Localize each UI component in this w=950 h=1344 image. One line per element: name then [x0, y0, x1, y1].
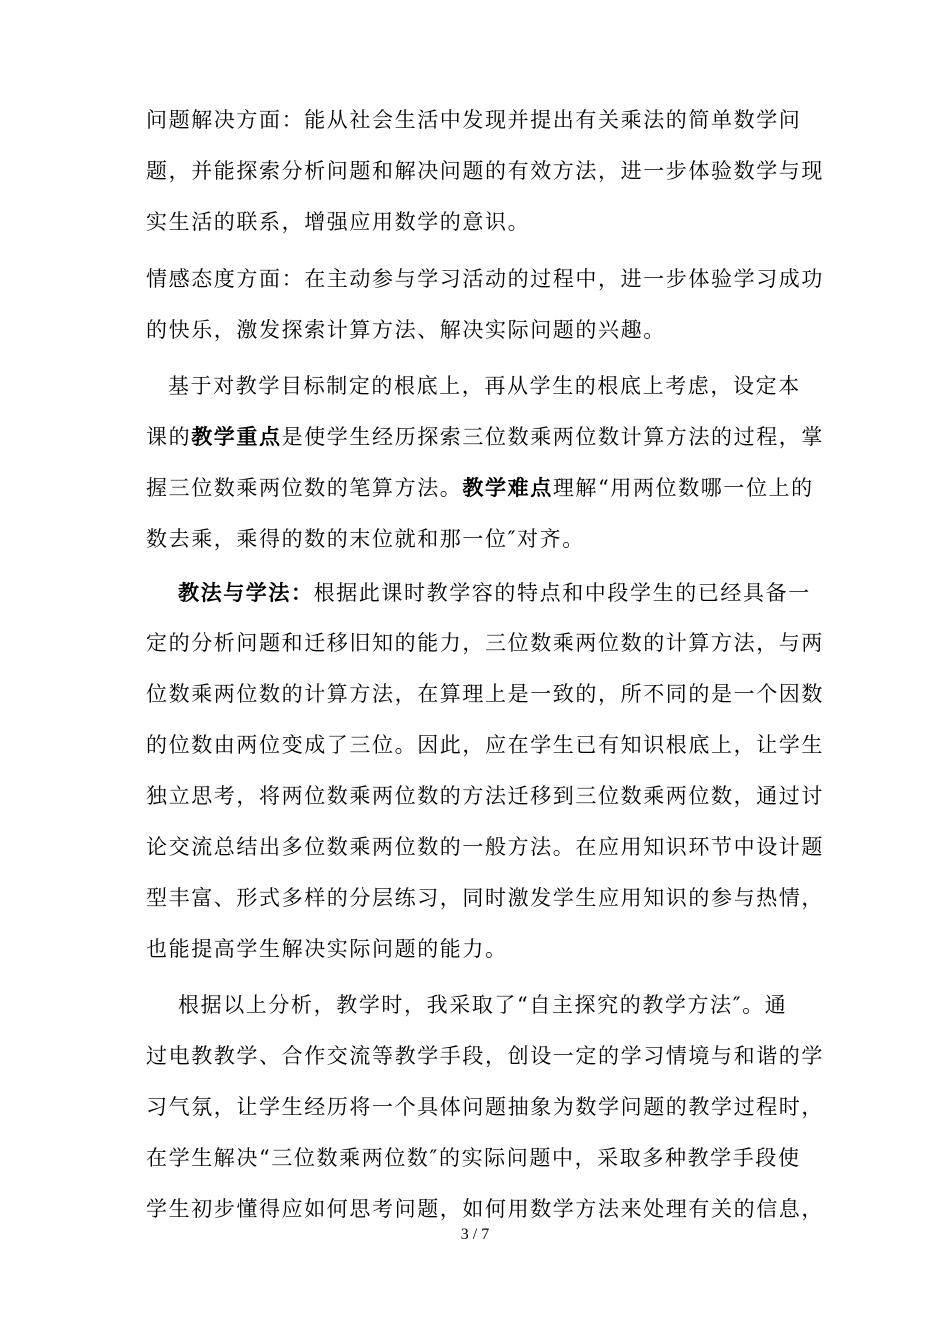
paragraph-method-line-5: 独立思考，将两位数乘两位数的方法迁移到三位数乘两位数，通过讨	[146, 784, 824, 808]
text-run: 握三位数乘两位数的笔算方法。	[146, 476, 463, 500]
text-run: 是使学生经历探索三位数乘两位数计算方法的过程，掌	[281, 425, 825, 449]
paragraph-problem-solving-line-2: 题，并能探索分析问题和解决问题的有效方法，进一步体验数学与现	[146, 159, 824, 183]
paragraph-analysis-line-4: 在学生解决“三位数乘两位数″的实际问题中，采取多种教学手段使	[146, 1146, 801, 1170]
paragraph-analysis-line-1: 根据以上分析，教学时，我采取了“自主探究的教学方法″。通	[178, 993, 788, 1017]
paragraph-method-line-2: 定的分析问题和迁移旧知的能力，三位数乘两位数的计算方法，与两	[146, 631, 824, 655]
paragraph-method-line-3: 位数乘两位数的计算方法，在算理上是一致的，所不同的是一个因数	[146, 682, 824, 706]
paragraph-method-line-7: 型丰富、形式多样的分层练习，同时激发学生应用知识的参与热情，	[146, 886, 824, 910]
paragraph-method-line-4: 的位数由两位变成了三位。因此，应在学生已有知识根底上，让学生	[146, 733, 824, 757]
paragraph-analysis-line-3: 习气氛，让学生经历将一个具体问题抽象为数学问题的教学过程时，	[146, 1095, 824, 1119]
text-run: 课的	[146, 425, 192, 449]
paragraph-problem-solving-line-1: 问题解决方面：能从社会生活中发现并提出有关乘法的简单数学问	[146, 108, 802, 132]
bold-term-teaching-focus: 教学重点	[191, 425, 282, 449]
paragraph-focus-line-4: 数去乘，乘得的数的末位就和那一位″对齐。	[146, 527, 585, 551]
paragraph-focus-line-3	[146, 473, 814, 503]
paragraph-method-line-1	[178, 578, 811, 608]
paragraph-analysis-line-2: 过电教教学、合作交流等教学手段，创设一定的学习情境与和谐的学	[146, 1044, 824, 1068]
text-run: 根据此课时教学容的特点和中段学生的已经具备一	[313, 581, 811, 605]
paragraph-analysis-line-5: 学生初步懂得应如何思考问题，如何用数学方法来处理有关的信息，	[146, 1197, 824, 1221]
text-run: 理解“用两位数哪一位上的	[552, 476, 814, 500]
paragraph-focus-line-1: 基于对教学目标制定的根底上，再从学生的根底上考虑，设定本	[168, 374, 801, 398]
page-number: 3 / 7	[460, 1226, 490, 1243]
bold-term-teaching-difficulty: 教学难点	[462, 476, 553, 500]
paragraph-focus-line-2	[146, 422, 824, 452]
paragraph-problem-solving-line-3: 实生活的联系，增强应用数学的意识。	[146, 210, 531, 234]
bold-term-method: 教法与学法：	[178, 581, 314, 605]
paragraph-method-line-6: 论交流总结出多位数乘两位数的一般方法。在应用知识环节中设计题	[146, 835, 824, 859]
paragraph-attitude-line-1: 情感态度方面：在主动参与学习活动的过程中，进一步体验学习成功	[146, 267, 824, 291]
paragraph-method-line-8: 也能提高学生解决实际问题的能力。	[146, 937, 508, 961]
paragraph-attitude-line-2: 的快乐，激发探索计算方法、解决实际问题的兴趣。	[146, 318, 666, 342]
